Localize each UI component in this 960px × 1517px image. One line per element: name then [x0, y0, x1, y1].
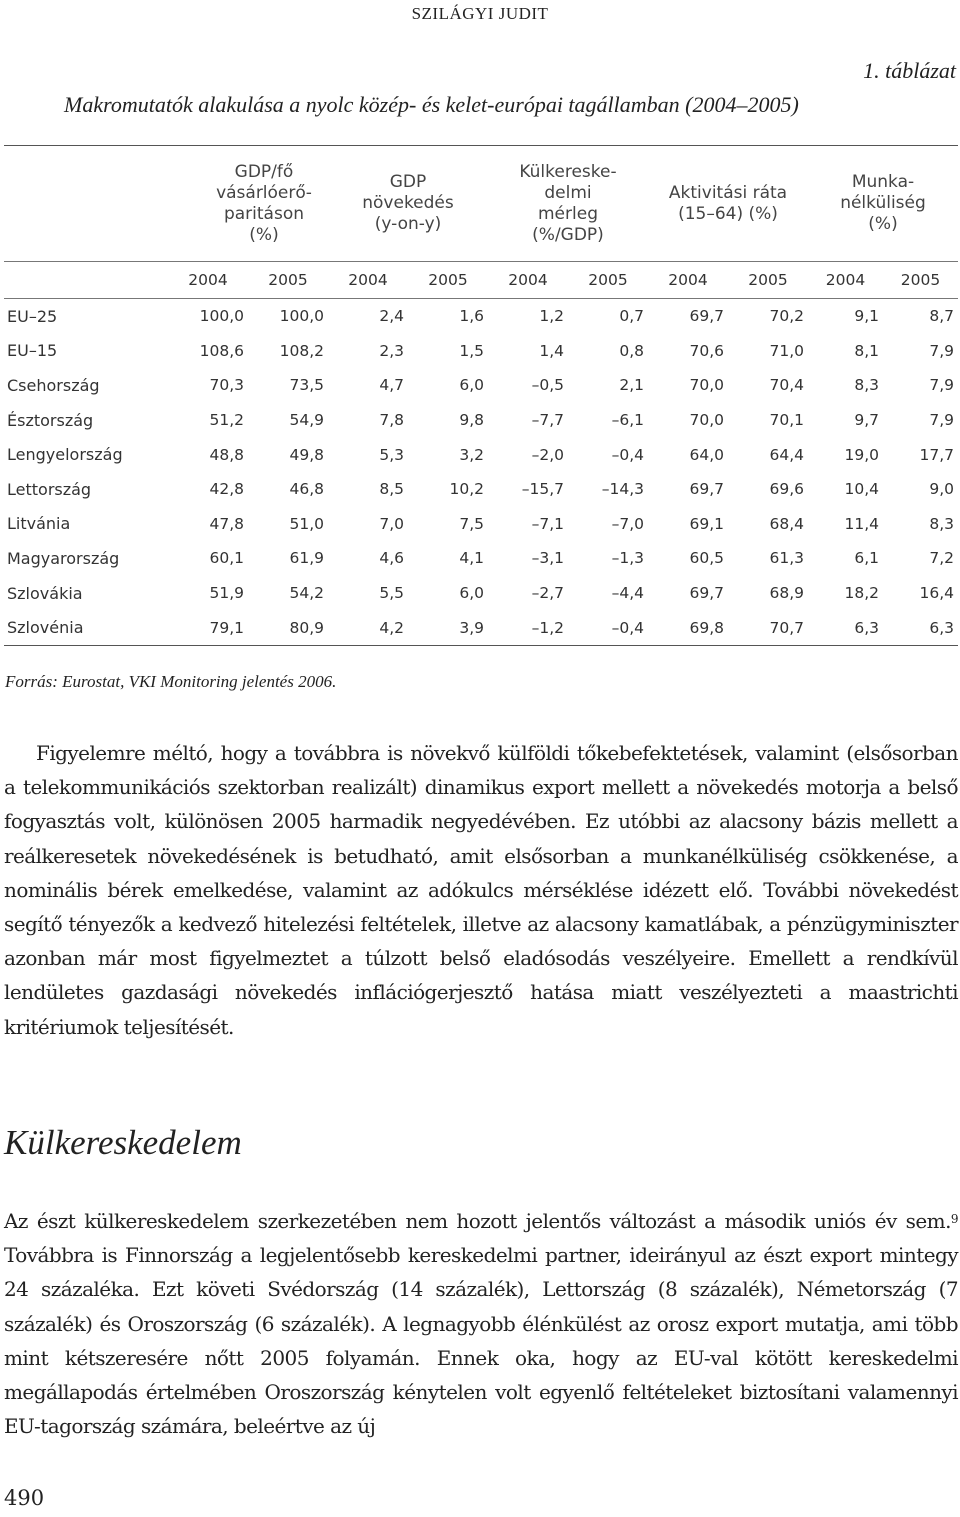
year-header: 2004 — [348, 270, 388, 289]
table-body — [4, 299, 958, 646]
table-row — [4, 437, 958, 472]
footnote-reference[interactable]: 9 — [950, 1212, 958, 1226]
table-cell: 7,5 — [459, 514, 484, 533]
table-cell: 1,5 — [459, 341, 484, 360]
paragraph-text: Az észt külkereskedelem szerkezetében nem hozott jelentős változást a második uniós év sem. — [4, 1209, 951, 1233]
table-cell: 9,7 — [854, 411, 879, 430]
table-cell: 70,1 — [769, 411, 804, 430]
table-cell: 0,7 — [619, 307, 644, 326]
table-cell: 1,2 — [539, 307, 564, 326]
corner-cell — [4, 146, 168, 262]
table-cell: 100,0 — [199, 307, 244, 326]
row-label: Szlovákia — [7, 583, 83, 603]
row-label: Észtország — [7, 410, 94, 430]
table-cell: –0,5 — [531, 376, 564, 395]
table-cell: 3,2 — [459, 445, 484, 464]
table-cell: 8,3 — [854, 376, 879, 395]
section-heading: Külkereskedelem — [4, 1123, 242, 1162]
table-cell: –2,7 — [531, 584, 564, 603]
table-cell: –7,1 — [531, 514, 564, 533]
table-cell: 5,5 — [379, 584, 404, 603]
page-number: 490 — [4, 1486, 45, 1510]
table-row — [4, 403, 958, 438]
row-label: Magyarország — [7, 548, 120, 568]
table-cell: 60,5 — [689, 549, 724, 568]
macro-indicators-table — [4, 145, 958, 646]
column-header-activity-rate: Aktivitási ráta (15–64) (%) — [668, 182, 788, 224]
column-header-unemployment: Munka-nélküliség (%) — [840, 172, 926, 234]
table-row — [4, 610, 958, 645]
table-cell: 7,9 — [929, 376, 954, 395]
year-header: 2005 — [428, 270, 468, 289]
table-cell: –6,1 — [611, 411, 644, 430]
table-cell: 71,0 — [769, 341, 804, 360]
table-cell: 70,2 — [769, 307, 804, 326]
table-cell: 6,3 — [929, 618, 954, 637]
table-cell: 49,8 — [289, 445, 324, 464]
year-header: 2005 — [588, 270, 628, 289]
year-header: 2004 — [825, 270, 866, 289]
table-cell: 69,7 — [689, 480, 724, 499]
table-cell: –2,0 — [531, 445, 564, 464]
table-cell: 70,4 — [769, 376, 804, 395]
table-cell: 7,9 — [929, 411, 954, 430]
row-label: Litvánia — [7, 514, 71, 534]
table-cell: 47,8 — [209, 514, 244, 533]
table-cell: 0,8 — [619, 341, 644, 360]
table-cell: 51,9 — [209, 584, 244, 603]
table-cell: 42,8 — [209, 480, 244, 499]
table-cell: 80,9 — [289, 618, 324, 637]
row-label: Szlovénia — [7, 618, 84, 638]
table-cell: 73,5 — [289, 376, 324, 395]
table-cell: –14,3 — [601, 480, 644, 499]
table-cell: 8,7 — [929, 307, 954, 326]
table-cell: 7,2 — [929, 549, 954, 568]
table-row — [4, 576, 958, 611]
table-cell: 1,6 — [459, 307, 484, 326]
table-cell: 9,1 — [854, 307, 879, 326]
table-cell: 4,6 — [379, 549, 404, 568]
table-number: 1. táblázat — [863, 58, 956, 83]
table-cell: 46,8 — [289, 480, 324, 499]
column-header-gdp-growth: GDP növekedés (y-on-y) — [362, 172, 454, 234]
table-row — [4, 299, 958, 334]
table-cell: 4,1 — [459, 549, 484, 568]
table-cell: 54,9 — [289, 411, 324, 430]
table-cell: 19,0 — [844, 445, 879, 464]
table-title: Makromutatók alakulása a nyolc közép- és kelet-európai tagállamban (2004–2005) — [64, 92, 799, 117]
table-cell: 8,1 — [854, 341, 879, 360]
table-cell: 108,6 — [199, 341, 244, 360]
table-cell: 70,0 — [689, 376, 724, 395]
table-row — [4, 472, 958, 507]
table-cell: 7,9 — [929, 341, 954, 360]
table-cell: 2,3 — [379, 341, 404, 360]
table-cell: 8,3 — [929, 514, 954, 533]
row-label: EU–15 — [7, 341, 58, 361]
table-cell: 17,7 — [919, 445, 954, 464]
table-cell: 10,2 — [449, 480, 484, 499]
corner-cell-years — [4, 262, 168, 299]
table-row — [4, 507, 958, 542]
row-label: Lengyelország — [7, 445, 123, 465]
table-cell: 61,3 — [769, 549, 804, 568]
body-paragraph: Figyelemre méltó, hogy a továbbra is növekvő külföldi tőkebefektetések, valamint (elsősorban a telekommunikációs szektorban realizált) dinamikus export mellett a növekedés motorja a belső fogyasztás volt, különösen 2005 harmadik negyedévében. Ez utóbbi az alacsony bázis mellett a reálkeresetek növekedésének is betudható, amit elsősorban a munkanélküliség csökkenése, a nominális bérek emelkedése, valamint az adókulcs mérséklése idézett elő. További növekedést segítő tényezők a kedvező hitelezési feltételek, illetve az alacsony kamatlábak, a pénzügyminiszter azonban már most figyelmeztet a túlzott belső eladósodás veszélyeire. Emellett a rendkívül lendületes gazdasági növekedés inflációgerjesztő hatása miatt veszélyezteti a maastrichti kritériumok teljesítését. — [4, 741, 958, 1039]
table-cell: 70,3 — [209, 376, 244, 395]
table-cell: 70,7 — [769, 618, 804, 637]
table-cell: 2,4 — [379, 307, 404, 326]
table-cell: 6,3 — [854, 618, 879, 637]
table-cell: 2,1 — [619, 376, 644, 395]
table-cell: 68,9 — [769, 584, 804, 603]
table-cell: –7,0 — [611, 514, 644, 533]
table-cell: 48,8 — [209, 445, 244, 464]
year-header: 2005 — [748, 270, 788, 289]
table-cell: 61,9 — [289, 549, 324, 568]
table-cell: 16,4 — [919, 584, 954, 603]
year-header: 2005 — [900, 270, 941, 289]
table-cell: 69,7 — [689, 584, 724, 603]
table-cell: –0,4 — [611, 618, 644, 637]
table-cell: 11,4 — [844, 514, 879, 533]
table-cell: 69,6 — [769, 480, 804, 499]
table-cell: –3,1 — [531, 549, 564, 568]
year-header: 2004 — [508, 270, 548, 289]
table-cell: –1,2 — [531, 618, 564, 637]
table-cell: 108,2 — [279, 341, 324, 360]
table-row — [4, 334, 958, 369]
year-header: 2004 — [668, 270, 708, 289]
table-cell: 6,1 — [854, 549, 879, 568]
group-header-row — [4, 146, 958, 262]
table-cell: 4,2 — [379, 618, 404, 637]
table-cell: 100,0 — [279, 307, 324, 326]
body-paragraph — [4, 1204, 958, 1443]
table-cell: 6,0 — [459, 584, 484, 603]
table-cell: 7,0 — [379, 514, 404, 533]
table-cell: 60,1 — [209, 549, 244, 568]
table-source: Forrás: Eurostat, VKI Monitoring jelentés 2006. — [5, 672, 337, 691]
year-header-row — [4, 262, 958, 299]
row-label: Csehország — [7, 375, 100, 395]
year-header: 2005 — [268, 270, 308, 289]
year-header: 2004 — [188, 270, 228, 289]
table-cell: 1,4 — [539, 341, 564, 360]
table-cell: 70,0 — [689, 411, 724, 430]
table-cell: 3,9 — [459, 618, 484, 637]
table-cell: 64,4 — [769, 445, 804, 464]
table-cell: 51,2 — [209, 411, 244, 430]
table-cell: 69,8 — [689, 618, 724, 637]
paragraph-text: Továbbra is Finnország a legjelentősebb kereskedelmi partner, ideirányul az észt export mintegy 24 százaléka. Ezt követi Svédország (14 százalék), Lettország (8 százalék), Németország (7 százalék) és Oroszország (6 százalék). A legnagyobb élénkülést az orosz export mutatja, ami több mint kétszeresére nőtt 2005 folyamán. Ennek oka, hogy az EU-val kötött kereskedelmi megállapodás értelmében Oroszország kénytelen volt egyenlő feltételeket biztosítani valamennyi EU-tagország számára, beleértve az új — [4, 1243, 958, 1439]
running-head: SZILÁGYI JUDIT — [411, 4, 549, 23]
table-cell: 79,1 — [209, 618, 244, 637]
table-cell: 54,2 — [289, 584, 324, 603]
table-cell: –4,4 — [611, 584, 644, 603]
table-cell: –1,3 — [611, 549, 644, 568]
table-cell: 4,7 — [379, 376, 404, 395]
table-cell: –15,7 — [521, 480, 564, 499]
table-cell: 69,1 — [689, 514, 724, 533]
table-cell: 69,7 — [689, 307, 724, 326]
column-header-gdp-ppp: GDP/fő vásárlóerő-paritáson (%) — [216, 161, 312, 245]
table-cell: 9,8 — [459, 411, 484, 430]
column-header-trade-balance: Külkereske-delmi mérleg (%/GDP) — [519, 161, 617, 245]
table-cell: 64,0 — [689, 445, 724, 464]
table-cell: 6,0 — [459, 376, 484, 395]
table-cell: 9,0 — [929, 480, 954, 499]
row-label: EU–25 — [7, 306, 58, 326]
table-cell: 68,4 — [769, 514, 804, 533]
table-cell: 51,0 — [289, 514, 324, 533]
table-cell: 70,6 — [689, 341, 724, 360]
table-cell: 8,5 — [379, 480, 404, 499]
table-cell: –0,4 — [611, 445, 644, 464]
table-row — [4, 541, 958, 576]
row-label: Lettország — [7, 479, 92, 499]
table-cell: 7,8 — [379, 411, 404, 430]
table-cell: 5,3 — [379, 445, 404, 464]
table-cell: –7,7 — [531, 411, 564, 430]
table-row — [4, 368, 958, 403]
table-cell: 18,2 — [844, 584, 879, 603]
table-cell: 10,4 — [844, 480, 879, 499]
